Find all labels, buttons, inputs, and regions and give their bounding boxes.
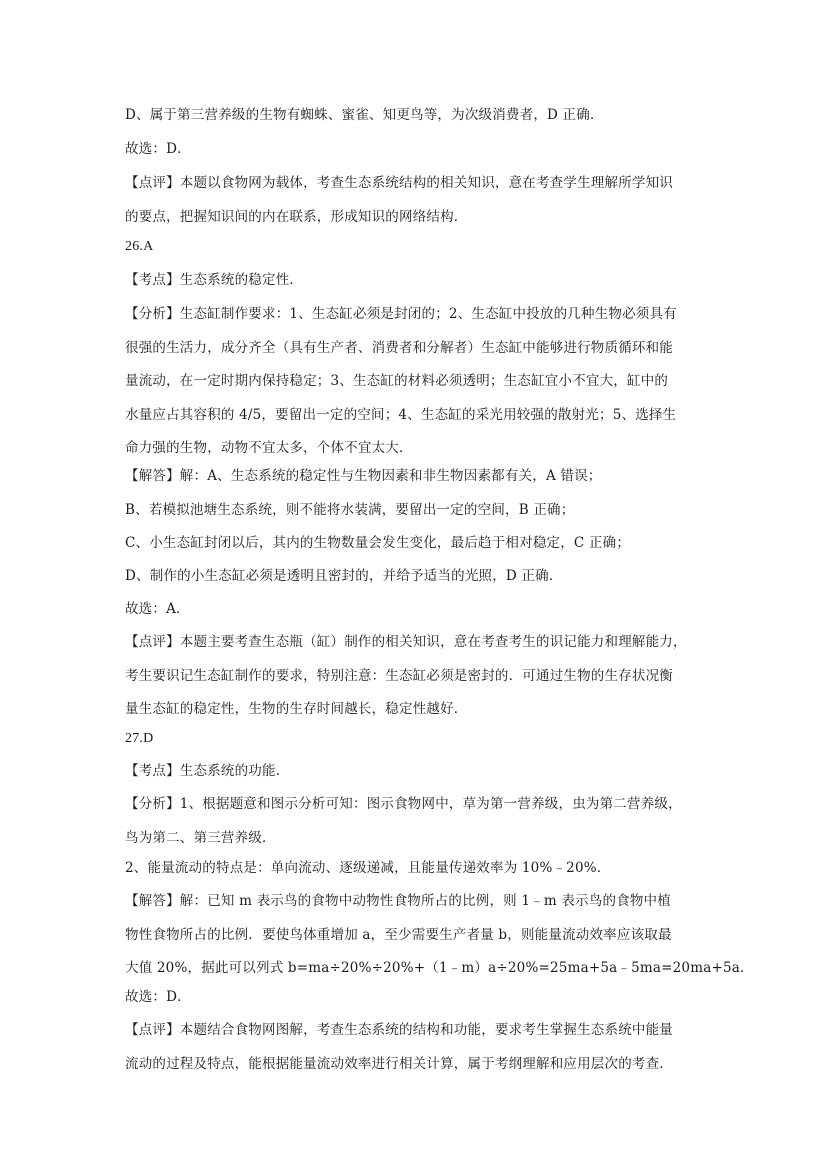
text-line: 物性食物所占的比例．要使鸟体重增加 a，至少需要生产者量 b，则能量流动效率应该取最	[125, 926, 672, 943]
text-line: D、制作的小生态缸必须是透明且密封的，并给予适当的光照，D 正确．	[125, 568, 563, 584]
paragraph-option-d-q26	[125, 563, 563, 590]
paragraph-option-b-q26	[125, 497, 574, 524]
paragraph-analysis-point2-q27	[125, 855, 611, 882]
paragraph-topic-q27	[125, 758, 289, 785]
text-line: 【分析】1、根据题意和图示分析可知：图示食物网中，草为第一营养级，虫为第二营养级，	[125, 796, 682, 812]
paragraph-answer-q26	[125, 596, 190, 623]
paragraph-comment-q26	[125, 626, 687, 727]
paragraph-solution-q26	[125, 463, 602, 490]
text-line: 【点评】本题结合食物网图解，考查生态系统的结构和功能，要求考生掌握生态系统中能量	[125, 1022, 673, 1038]
text-line: 故选：A．	[125, 601, 190, 617]
text-line: 很强的生活力，成分齐全（具有生产者、消费者和分解者）生态缸中能够进行物质循环和能	[125, 339, 673, 356]
text-line: 考生要识记生态缸制作的要求，特别注意：生态缸必须是密封的．可通过生物的生存状况衡	[125, 667, 673, 684]
text-line: 26.A	[125, 239, 154, 254]
text-line: 的要点，把握知识间的内在联系，形成知识的网络结构．	[125, 208, 468, 225]
text-line: 【考点】生态系统的稳定性．	[125, 272, 304, 288]
text-line: 【点评】本题以食物网为载体，考查生态系统结构的相关知识，意在考查学生理解所学知识	[125, 175, 673, 191]
paragraph-analysis-q27	[125, 788, 682, 855]
text-line: 量生态缸的稳定性，生物的生存时间越长，稳定性越好．	[125, 701, 468, 717]
text-line: 大值 20%，据此可以列式 b=ma÷20%÷20%+（1﹣m）a÷20%=25ma+5a﹣5ma=20ma+5a．	[125, 960, 754, 976]
text-line: C、小生态缸封闭以后，其内的生物数量会发生变化，最后趋于相对稳定，C 正确；	[125, 535, 631, 551]
text-line: 【考点】生态系统的功能．	[125, 763, 290, 779]
text-line: B、若模拟池塘生态系统，则不能将水装满，要留出一定的空间，B 正确；	[125, 502, 575, 518]
text-line: 【解答】解：A、生态系统的稳定性与生物因素和非生物因素都有关，A 错误；	[125, 468, 602, 484]
paragraph-analysis-q26	[125, 298, 677, 466]
text-line: 命力强的生物，动物不宜太多，个体不宜太大．	[125, 440, 413, 456]
text-line: 鸟为第二、第三营养级．	[125, 829, 276, 846]
text-line: 量流动，在一定时期内保持稳定；3、生态缸的材料必须透明；生态缸宜小不宜大，缸中的	[125, 373, 669, 389]
text-line: 【点评】本题主要考查生态瓶（缸）制作的相关知识，意在考查考生的识记能力和理解能力，	[125, 634, 687, 650]
text-line: 27.D	[125, 731, 154, 746]
text-line: 故选：D．	[125, 989, 191, 1005]
paragraph-answer-q25	[125, 136, 191, 163]
question-number-27	[125, 725, 153, 752]
paragraph-solution-q27	[125, 885, 754, 986]
text-line: 2、能量流动的特点是：单向流动、逐级递减，且能量传递效率为 10%﹣20%．	[125, 860, 611, 876]
text-line: 水量应占其容积的 4/5，要留出一定的空间；4、生态缸的采光用较强的散射光；5、选择生	[125, 406, 677, 423]
text-line: D、属于第三营养级的生物有蜘蛛、蜜雀、知更鸟等，为次级消费者，D 正确．	[125, 107, 604, 123]
question-number-26	[125, 233, 153, 260]
paragraph-topic-q26	[125, 267, 303, 294]
text-line: 【解答】解：已知 m 表示鸟的食物中动物性食物所占的比例，则 1﹣m 表示鸟的食物中植	[125, 893, 671, 909]
paragraph-comment-q25	[125, 167, 673, 234]
text-line: 【分析】生态缸制作要求：1、生态缸必须是封闭的；2、生态缸中投放的几种生物必须具有	[125, 306, 677, 322]
paragraph-answer-q27	[125, 984, 191, 1011]
paragraph-option-d-q25	[125, 102, 604, 129]
text-line: 故选：D．	[125, 141, 191, 157]
paragraph-comment-q27	[125, 1014, 673, 1081]
text-line: 流动的过程及特点，能根据能量流动效率进行相关计算，属于考纲理解和应用层次的考查．	[125, 1055, 673, 1072]
paragraph-option-c-q26	[125, 530, 630, 557]
